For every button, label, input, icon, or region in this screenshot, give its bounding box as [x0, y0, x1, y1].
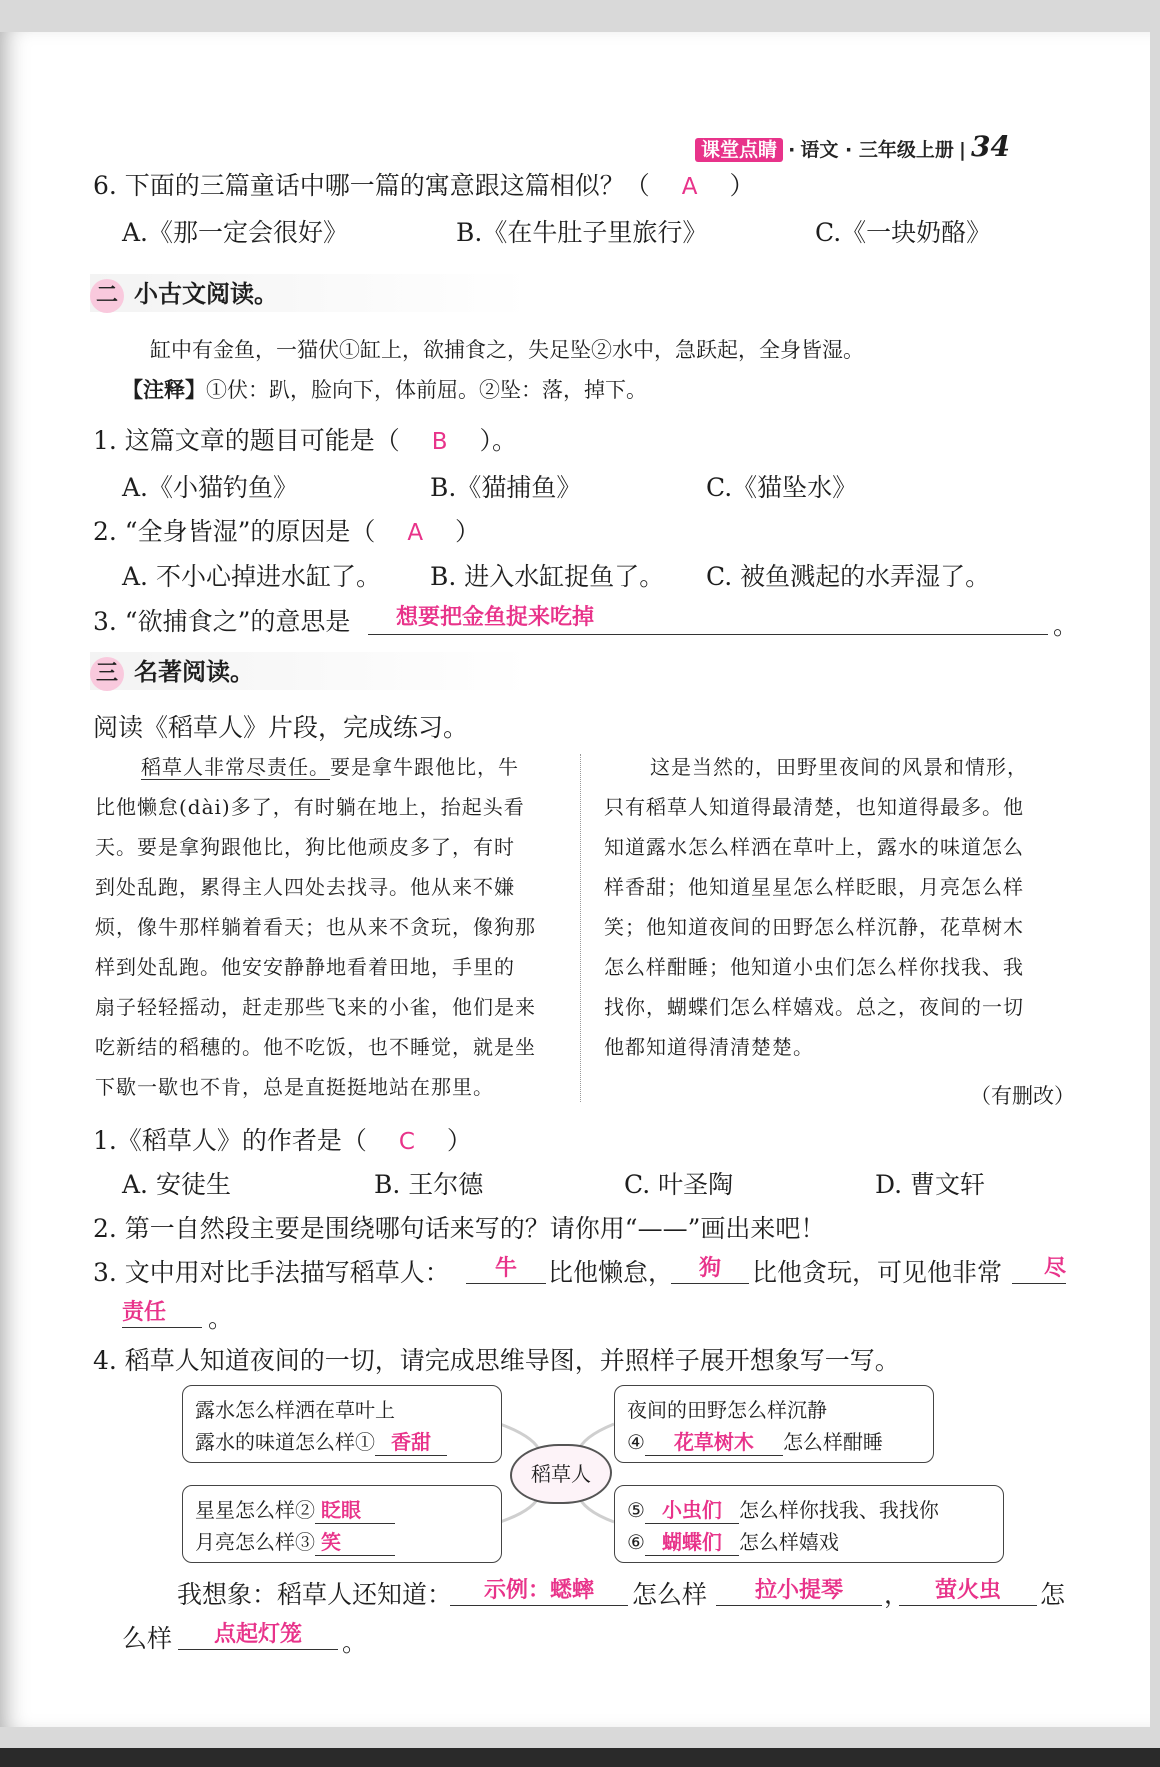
header-bar: |: [958, 139, 966, 161]
section3-intro: 阅读《稻草人》片段，完成练习。: [93, 713, 469, 742]
box4-line2-post: 怎么样嬉戏: [738, 1530, 839, 1554]
box2-answer: 花草树木: [673, 1430, 754, 1454]
left-line: 下歇一歇也不肯，总是直挺挺地站在那里。: [95, 1075, 494, 1099]
box3-line1: 星星怎么样②: [195, 1498, 315, 1522]
right-line: 笑；他知道夜间的田野怎么样沉静，花草树木: [604, 915, 1024, 939]
s3-q3-answer2: 狗: [698, 1256, 721, 1281]
box4-line1-post: 怎么样你找我、我找你: [738, 1498, 939, 1522]
workbook-page: [0, 32, 1150, 1727]
s2-q1-text: 1. 这篇文章的题目可能是（: [93, 426, 400, 455]
s3-q3-end: 。: [208, 1304, 234, 1333]
section3-title: 名著阅读。: [134, 658, 254, 686]
s2-q2-close: ）: [455, 517, 481, 546]
imagine-blank4: [178, 1617, 338, 1650]
left-line: 样到处乱跑。他安安静静地看着田地，手里的: [95, 955, 515, 979]
q6-stem-text: 6. 下面的三篇童话中哪一篇的寓意跟这篇相似？（: [93, 171, 650, 200]
s3-q3-part1: 3. 文中用对比手法描写稻草人：: [93, 1258, 450, 1287]
s2-q1-option-b: B.《猫捕鱼》: [430, 473, 582, 502]
right-line: 他都知道得清清楚楚。: [604, 1035, 814, 1059]
imagine-answer4: 点起灯笼: [213, 1622, 302, 1647]
classical-passage: 缸中有金鱼，一猫伏①缸上，欲捕食之，失足坠②水中，急跃起，全身皆湿。: [150, 338, 864, 362]
box3-answer2: 笑: [321, 1530, 341, 1554]
box4-marker2: ⑥: [627, 1530, 645, 1554]
s3-q1-close: ）: [446, 1126, 472, 1155]
imagine-part1: 我想象：稻草人还知道：: [177, 1580, 453, 1609]
left-line: 天。要是拿狗跟他比，狗比他顽皮多了，有时: [95, 835, 515, 859]
imagine-blank1: [450, 1573, 628, 1606]
q6-option-c: C.《一块奶酪》: [815, 218, 992, 247]
box1-answer: 香甜: [391, 1430, 431, 1454]
box1-line1: 露水怎么样洒在草叶上: [195, 1398, 395, 1422]
right-line: 怎么样酣睡；他知道小虫们怎么样你找我、我: [604, 955, 1024, 979]
box3-answer1: 眨眼: [321, 1498, 361, 1522]
s2-q2-text: 2. “全身皆湿”的原因是（: [93, 517, 376, 546]
imagine-part4: 么样: [122, 1624, 173, 1653]
s2-q2-option-b: B. 进入水缸捉鱼了。: [430, 562, 665, 591]
right-line: 找你，蝴蝶们怎么样嬉戏。总之，夜间的一切: [604, 995, 1024, 1019]
s2-q3-answer: 想要把金鱼捉来吃掉: [396, 605, 595, 630]
header-dot: ·: [788, 139, 796, 161]
note-label: 【注释】: [122, 378, 206, 402]
left-line: 到处乱跑，累得主人四处去找寻。他从来不嫌: [95, 875, 515, 899]
s3-q3-answer1: 牛: [494, 1256, 517, 1281]
imagine-comma: ，: [884, 1580, 910, 1609]
s2-q1-option-c: C.《猫坠水》: [706, 473, 858, 502]
header-subject: 语文 · 三年级上册: [800, 139, 954, 161]
section3-number: 三: [90, 657, 124, 691]
imagine-answer2: 拉小提琴: [754, 1578, 843, 1603]
center-label: 稻草人: [531, 1462, 591, 1486]
q6-option-a: A.《那一定会很好》: [122, 218, 349, 247]
abridged-note: （有删改）: [970, 1084, 1075, 1108]
imagine-answer3: 萤火虫: [934, 1578, 1001, 1603]
s3-q1-option-d: D. 曹文轩: [875, 1170, 986, 1199]
imagine-end: 。: [342, 1628, 368, 1657]
box4-answer2: 蝴蝶们: [661, 1530, 722, 1554]
bottom-bar: [0, 1748, 1160, 1767]
box2-marker: ④: [627, 1430, 645, 1454]
underlined-topic-sentence: 稻草人非常尽责任。: [141, 755, 330, 779]
s2-q2-option-c: C. 被鱼溅起的水弄湿了。: [706, 562, 991, 591]
page-number: 34: [971, 130, 1010, 163]
s2-q2-option-a: A. 不小心掉进水缸了。: [122, 562, 381, 591]
s2-q3-end: 。: [1053, 611, 1079, 640]
imagine-part2: 怎么样: [632, 1580, 708, 1609]
section2-title: 小古文阅读。: [134, 280, 278, 308]
imagine-part3: 怎: [1040, 1580, 1066, 1609]
imagine-blank3: [899, 1573, 1037, 1606]
s2-q3-stem: 3. “欲捕食之”的意思是: [93, 607, 351, 636]
right-line: 这是当然的，田野里夜间的风景和情形，: [650, 755, 1028, 779]
left-line: 吃新结的稻穗的。他不吃饭，也不睡觉，就是坐: [95, 1035, 536, 1059]
left-line: 扇子轻轻摇动，赶走那些飞来的小雀，他们是来: [95, 995, 536, 1019]
mindmap-box-field: [614, 1385, 934, 1463]
s2-q1-option-a: A.《小猫钓鱼》: [122, 473, 299, 502]
s3-q3-part3: 比他贪玩，可见他非常: [752, 1258, 1003, 1287]
s3-q3-answer3a: 尽: [1043, 1256, 1066, 1281]
s3-q1-text: 1.《稻草人》的作者是（: [93, 1126, 367, 1155]
s2-q1-answer: B: [431, 429, 448, 455]
header-tag: 课堂点睛: [695, 138, 783, 162]
q6-close: ）: [729, 171, 755, 200]
box1-line2: 露水的味道怎么样①: [195, 1430, 375, 1454]
box4-marker1: ⑤: [627, 1498, 645, 1522]
mindmap-center-scarecrow: [510, 1444, 612, 1504]
left-line: 比他懒怠(dài)多了，有时躺在地上，抬起头看: [95, 795, 525, 819]
s2-q1-close: ）。: [479, 426, 518, 455]
right-line: 样香甜；他知道星星怎么样眨眼，月亮怎么样: [604, 875, 1024, 899]
box3-line2: 月亮怎么样③: [195, 1530, 315, 1554]
note-text: ①伏：趴，脸向下，体前屈。②坠：落，掉下。: [206, 378, 647, 402]
s3-q4-stem: 4. 稻草人知道夜间的一切，请完成思维导图，并照样子展开想象写一写。: [93, 1346, 900, 1375]
s3-q1-answer: C: [398, 1129, 415, 1155]
box2-line1: 夜间的田野怎么样沉静: [627, 1398, 827, 1422]
s3-q2-stem: 2. 第一自然段主要是围绕哪句话来写的？请你用“——”画出来吧！: [93, 1214, 826, 1243]
right-line: 只有稻草人知道得最清楚，也知道得最多。他: [604, 795, 1024, 819]
s3-q3-part2: 比他懒怠，: [548, 1258, 674, 1287]
imagine-answer1: 示例：蟋蟀: [483, 1578, 594, 1603]
box2-line2-post: 怎么样酣睡: [782, 1430, 883, 1454]
s3-q1-option-a: A. 安徒生: [122, 1170, 231, 1199]
s3-q3-answer3b: 责任: [122, 1300, 167, 1325]
section2-number: 二: [90, 279, 124, 313]
s3-q1-option-c: C. 叶圣陶: [624, 1170, 734, 1199]
box4-answer1: 小虫们: [661, 1498, 722, 1522]
q6-option-b: B.《在牛肚子里旅行》: [456, 218, 708, 247]
s3-q1-option-b: B. 王尔德: [374, 1170, 484, 1199]
q6-answer: A: [681, 174, 698, 200]
mindmap-box-dew: [182, 1385, 502, 1463]
left-line: 要是拿牛跟他比，牛: [330, 755, 519, 779]
s2-q2-answer: A: [407, 520, 424, 546]
right-line: 知道露水怎么样洒在草叶上，露水的味道怎么: [604, 835, 1024, 859]
mindmap-box-sky: [182, 1485, 502, 1563]
mindmap-box-insects: [614, 1485, 1004, 1563]
left-line: 烦，像牛那样躺着看天；也从来不贪玩，像狗那: [95, 915, 536, 939]
imagine-blank2: [716, 1573, 882, 1606]
